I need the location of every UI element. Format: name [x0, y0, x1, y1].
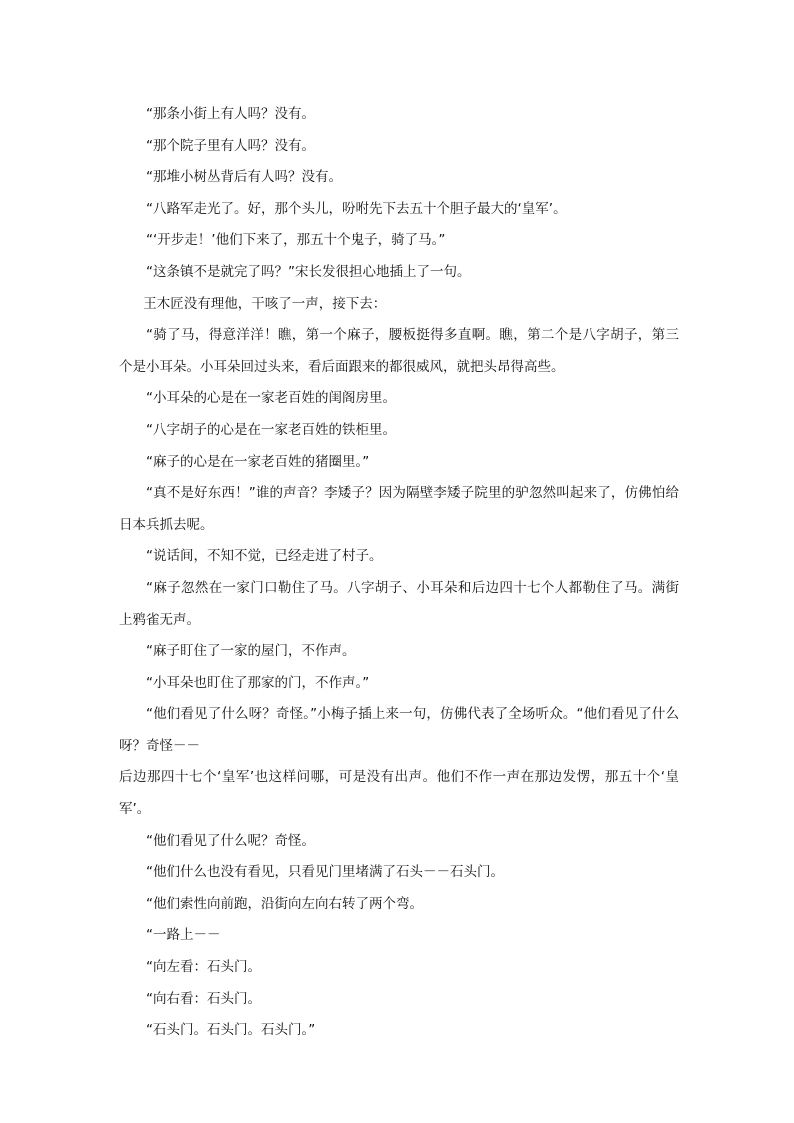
paragraph: “八字胡子的心是在一家老百姓的铁柜里。: [146, 421, 396, 438]
paragraph: “他们看见了什么呀？奇怪。”小梅子插上来一句，仿佛代表了全场听众。“他们看见了什么呀？奇怪－－: [119, 706, 679, 754]
paragraph: “麻子盯住了一家的屋门，不作声。: [146, 643, 356, 660]
paragraph: “那条小街上有人吗？没有。: [146, 106, 315, 122]
paragraph: “一路上－－: [146, 927, 221, 944]
paragraph: “他们什么也没有看见，只看见门里堵满了石头－－石头门。: [146, 864, 504, 881]
paragraph: “他们看见了什么呢？奇怪。: [146, 832, 315, 849]
paragraph: “向左看：石头门。: [146, 959, 261, 976]
paragraph: “那堆小树丛背后有人吗？没有。: [146, 169, 342, 186]
paragraph: “骑了马，得意洋洋！瞧，第一个麻子，腰板挺得多直啊。瞧，第二个是八字胡子，第三个是小耳朵。小耳朵回过头来，看后面跟来的都很威风，就把头昂得高些。: [119, 327, 679, 375]
paragraph: “石头门。石头门。石头门。”: [146, 1022, 316, 1039]
story-text-body: [119, 99, 679, 1047]
paragraph: “那个院子里有人吗？没有。: [146, 137, 315, 154]
paragraph: 王木匠没有理他，干咳了一声，接下去：: [143, 295, 387, 312]
paragraph: “麻子忽然在一家门口勒住了马。八字胡子、小耳朵和后边四十七个人都勒住了马。满街上鸦雀无声。: [119, 579, 679, 628]
paragraph: “说话间，不知不觉，已经走进了村子。: [146, 548, 383, 565]
paragraph: “麻子的心是在一家老百姓的猪圈里。”: [146, 453, 370, 470]
paragraph: “这条镇不是就完了吗？”宋长发很担心地插上了一句。: [146, 263, 471, 280]
paragraph: “真不是好东西！”谁的声音？李矮子？因为隔壁李矮子院里的驴忽然叫起来了，仿佛怕给日本兵抓去呢。: [119, 485, 679, 533]
paragraph: “他们索性向前跑，沿街向左向右转了两个弯。: [146, 895, 423, 912]
paragraph: “小耳朵也盯住了那家的门，不作声。”: [146, 674, 370, 691]
paragraph: 后边那四十七个‘皇军’也这样问哪，可是没有出声。他们不作一声在那边发愣，那五十个‘皇军’。: [119, 769, 679, 818]
paragraph: “向右看：石头门。: [146, 990, 261, 1007]
paragraph: “小耳朵的心是在一家老百姓的闺阁房里。: [146, 390, 396, 407]
paragraph: “‘开步走！’他们下来了，那五十个鬼子，骑了马。”: [146, 232, 446, 249]
paragraph: “八路军走光了。好，那个头儿，吩咐先下去五十个胆子最大的‘皇军’。: [146, 200, 567, 217]
